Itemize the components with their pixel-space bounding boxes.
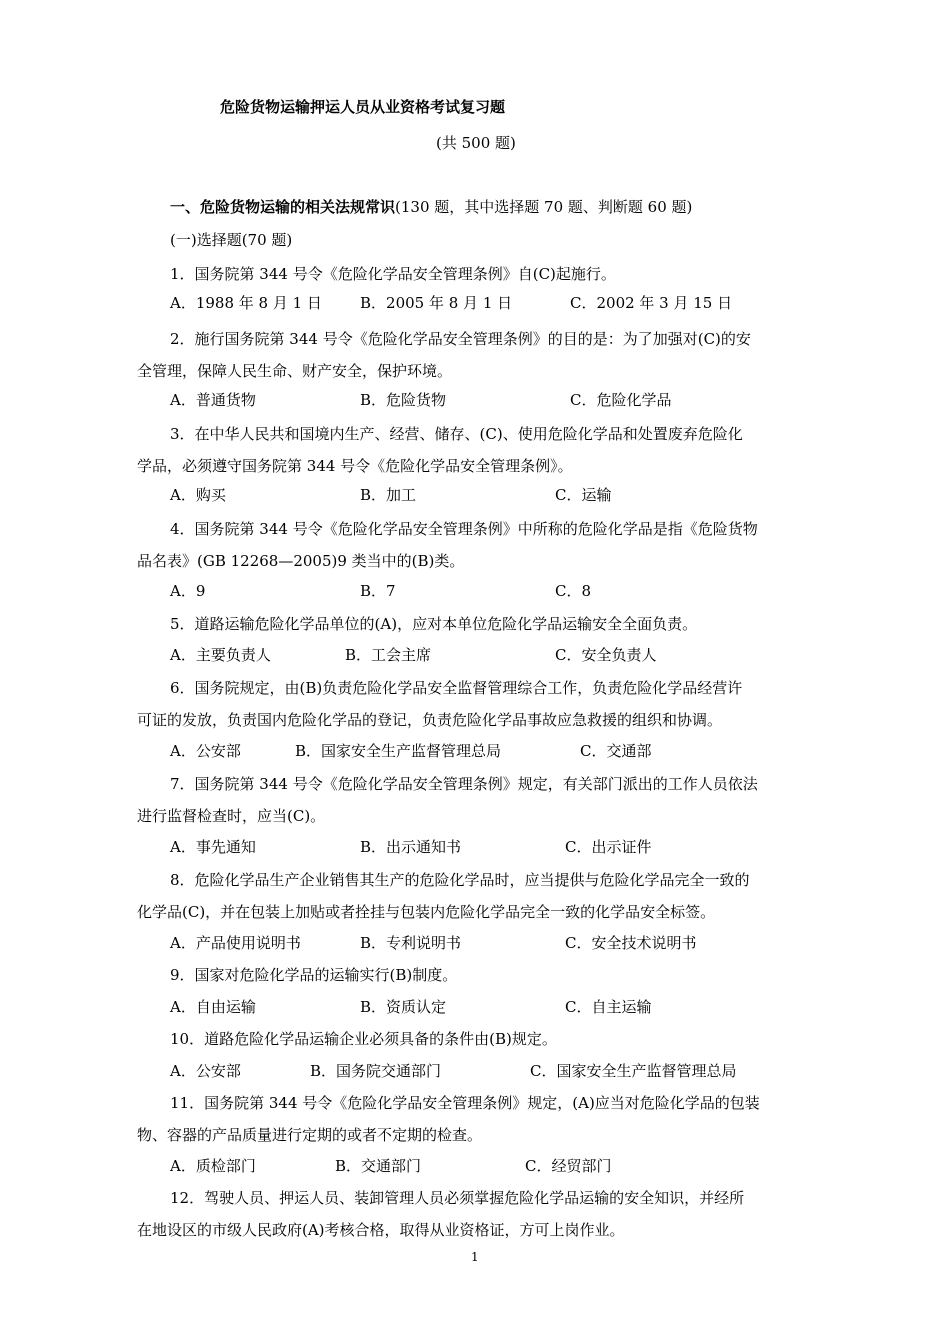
answer-option: A．事先通知 [170, 838, 256, 856]
answer-options [170, 292, 870, 314]
answer-option: B．加工 [360, 486, 417, 504]
answer-option: C．国家安全生产监督管理总局 [530, 1062, 737, 1080]
answer-option: C．安全负责人 [555, 646, 657, 664]
question-text: 3．在中华人民共和国境内生产、经营、储存、(C)、使用危险化学品和处置废弃危险化 [170, 425, 743, 443]
answer-options [170, 996, 870, 1018]
section-heading [170, 196, 692, 217]
answer-options [170, 836, 870, 858]
answer-option: B．资质认定 [360, 998, 447, 1016]
answer-option: C．出示证件 [565, 838, 652, 856]
answer-option: B．国家安全生产监督管理总局 [295, 742, 502, 760]
question-text-continued: 进行监督检查时，应当(C)。 [137, 807, 326, 825]
answer-option: C．2002 年 3 月 15 日 [570, 294, 733, 312]
question-text: 7．国务院第 344 号令《危险化学品安全管理条例》规定，有关部门派出的工作人员依法 [170, 775, 758, 793]
page-number: 1 [471, 1250, 479, 1264]
answer-option: B．交通部门 [335, 1157, 422, 1175]
answer-options [170, 1060, 870, 1082]
answer-option: C．经贸部门 [525, 1157, 612, 1175]
question-text-continued: 物、容器的产品质量进行定期的或者不定期的检查。 [137, 1126, 483, 1144]
answer-option: B．工会主席 [345, 646, 432, 664]
question-text: 11．国务院第 344 号令《危险化学品安全管理条例》规定，(A)应当对危险化学品的包装 [170, 1094, 760, 1112]
question-text: 5．道路运输危险化学品单位的(A)，应对本单位危险化学品运输安全全面负责。 [170, 615, 698, 633]
answer-options [170, 1155, 870, 1177]
answer-option: C．自主运输 [565, 998, 652, 1016]
document-title: 危险货物运输押运人员从业资格考试复习题 [220, 98, 506, 116]
answer-option: B．专利说明书 [360, 934, 462, 952]
answer-option: C．交通部 [580, 742, 652, 760]
answer-option: B．7 [360, 582, 396, 600]
question-text-continued: 可证的发放，负责国内危险化学品的登记，负责危险化学品事故应急救援的组织和协调。 [137, 711, 723, 729]
question-text: 4．国务院第 344 号令《危险化学品安全管理条例》中所称的危险化学品是指《危险货物 [170, 520, 758, 538]
answer-options [170, 389, 870, 411]
answer-option: B．2005 年 8 月 1 日 [360, 294, 513, 312]
answer-option: B．出示通知书 [360, 838, 462, 856]
answer-option: A．质检部门 [170, 1157, 256, 1175]
answer-option: A．主要负责人 [170, 646, 271, 664]
answer-option: A．1988 年 8 月 1 日 [170, 294, 322, 312]
section-heading-rest: (130 题，其中选择题 70 题、判断题 60 题) [395, 198, 693, 216]
answer-option: A．公安部 [170, 742, 241, 760]
question-text: 10．道路危险化学品运输企业必须具备的条件由(B)规定。 [170, 1030, 557, 1048]
question-text-continued: 化学品(C)，并在包装上加贴或者拴挂与包装内危险化学品完全一致的化学品安全标签。 [137, 903, 716, 921]
answer-option: B．国务院交通部门 [310, 1062, 442, 1080]
answer-option: A．产品使用说明书 [170, 934, 301, 952]
question-text-continued: 在地设区的市级人民政府(A)考核合格，取得从业资格证，方可上岗作业。 [137, 1221, 625, 1239]
question-text: 12．驾驶人员、押运人员、装卸管理人员必须掌握危险化学品运输的安全知识，并经所 [170, 1189, 745, 1207]
answer-options [170, 580, 870, 602]
answer-options [170, 484, 870, 506]
question-text-continued: 品名表》(GB 12268—2005)9 类当中的(B)类。 [137, 552, 465, 570]
question-text: 9．国家对危险化学品的运输实行(B)制度。 [170, 966, 458, 984]
answer-options [170, 740, 870, 762]
answer-option: C．运输 [555, 486, 612, 504]
question-text: 6．国务院规定，由(B)负责危险化学品安全监督管理综合工作，负责危险化学品经营许 [170, 679, 743, 697]
document-subtitle: (共 500 题) [436, 134, 516, 152]
question-text-continued: 全管理，保障人民生命、财产安全，保护环境。 [137, 362, 453, 380]
answer-options [170, 644, 870, 666]
answer-options [170, 932, 870, 954]
answer-option: C．危险化学品 [570, 391, 672, 409]
answer-option: A．9 [170, 582, 206, 600]
answer-option: A．购买 [170, 486, 226, 504]
question-text: 8．危险化学品生产企业销售其生产的危险化学品时，应当提供与危险化学品完全一致的 [170, 871, 750, 889]
question-text: 1．国务院第 344 号令《危险化学品安全管理条例》自(C)起施行。 [170, 265, 616, 283]
question-text-continued: 学品，必须遵守国务院第 344 号令《危险化学品安全管理条例》。 [137, 457, 573, 475]
answer-option: A．自由运输 [170, 998, 256, 1016]
section-heading-bold: 一、危险货物运输的相关法规常识 [170, 198, 396, 216]
answer-option: B．危险货物 [360, 391, 447, 409]
answer-option: C．8 [555, 582, 592, 600]
answer-option: A．普通货物 [170, 391, 256, 409]
subsection-heading: (一)选择题(70 题) [170, 231, 293, 249]
answer-option: C．安全技术说明书 [565, 934, 697, 952]
answer-option: A．公安部 [170, 1062, 241, 1080]
question-text: 2．施行国务院第 344 号令《危险化学品安全管理条例》的目的是：为了加强对(C)的安 [170, 330, 751, 348]
